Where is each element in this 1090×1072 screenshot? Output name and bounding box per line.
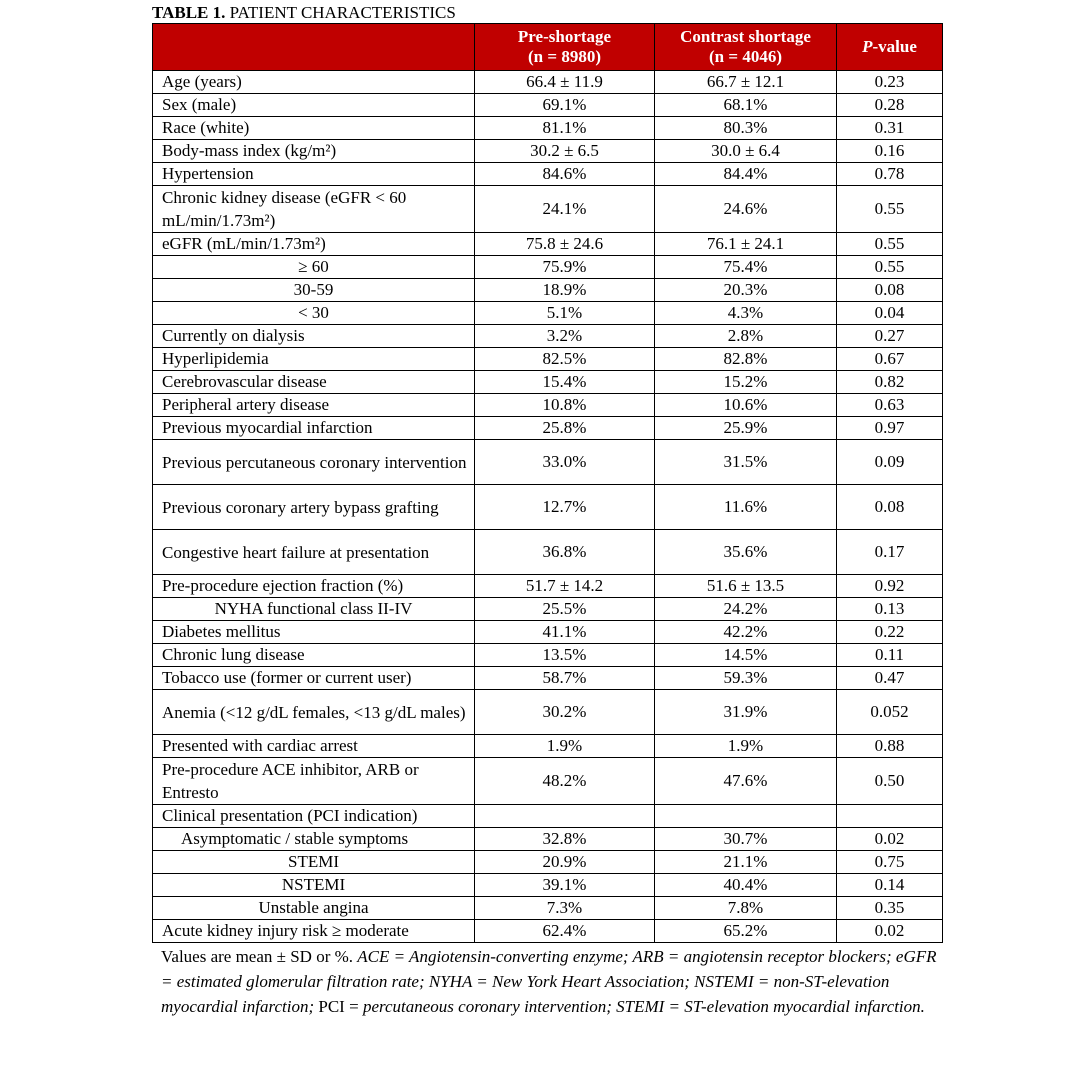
row-label: Anemia (<12 g/dL females, <13 g/dL males): [153, 690, 475, 735]
row-label: Diabetes mellitus: [153, 621, 475, 644]
contrast-shortage-value: 25.9%: [655, 417, 837, 440]
table-row: [153, 279, 943, 302]
table-row: [153, 644, 943, 667]
row-label: Unstable angina: [153, 897, 475, 920]
table-caption: [152, 2, 942, 23]
caption-label: TABLE 1.: [152, 3, 226, 22]
header-row: [153, 24, 943, 71]
pre-shortage-value: 75.8 ± 24.6: [475, 233, 655, 256]
header-p-italic: P: [862, 37, 873, 56]
header-pre-shortage-title: Pre-shortage: [517, 27, 612, 46]
p-value: 0.052: [837, 690, 943, 735]
row-label: eGFR (mL/min/1.73m²): [153, 233, 475, 256]
contrast-shortage-value: 59.3%: [655, 667, 837, 690]
pre-shortage-value: 25.5%: [475, 598, 655, 621]
p-value: 0.82: [837, 371, 943, 394]
p-value: 0.92: [837, 575, 943, 598]
header-p-rest: -value: [872, 37, 917, 56]
table-row: [153, 621, 943, 644]
row-label: Cerebrovascular disease: [153, 371, 475, 394]
table-row: [153, 530, 943, 575]
pre-shortage-value: 5.1%: [475, 302, 655, 325]
table-row: [153, 485, 943, 530]
p-value: 0.35: [837, 897, 943, 920]
pre-shortage-value: 7.3%: [475, 897, 655, 920]
table-row: [153, 348, 943, 371]
contrast-shortage-value: 14.5%: [655, 644, 837, 667]
contrast-shortage-value: [655, 805, 837, 828]
row-label: Chronic lung disease: [153, 644, 475, 667]
p-value: 0.27: [837, 325, 943, 348]
p-value: 0.55: [837, 233, 943, 256]
pre-shortage-value: 24.1%: [475, 186, 655, 233]
pre-shortage-value: 82.5%: [475, 348, 655, 371]
contrast-shortage-value: 35.6%: [655, 530, 837, 575]
table-row: [153, 851, 943, 874]
pre-shortage-value: 39.1%: [475, 874, 655, 897]
p-value: 0.78: [837, 163, 943, 186]
row-label: 30-59: [153, 279, 475, 302]
row-label: Tobacco use (former or current user): [153, 667, 475, 690]
pre-shortage-value: 13.5%: [475, 644, 655, 667]
table-row: [153, 94, 943, 117]
table-row: [153, 417, 943, 440]
p-value: 0.11: [837, 644, 943, 667]
row-label: < 30: [153, 302, 475, 325]
contrast-shortage-value: 7.8%: [655, 897, 837, 920]
contrast-shortage-value: 24.6%: [655, 186, 837, 233]
header-pre-shortage: [475, 24, 655, 71]
pre-shortage-value: 1.9%: [475, 735, 655, 758]
table-row: [153, 302, 943, 325]
pre-shortage-value: 41.1%: [475, 621, 655, 644]
row-label: Race (white): [153, 117, 475, 140]
pre-shortage-value: 10.8%: [475, 394, 655, 417]
table-row: [153, 71, 943, 94]
pre-shortage-value: 18.9%: [475, 279, 655, 302]
contrast-shortage-value: 75.4%: [655, 256, 837, 279]
contrast-shortage-value: 2.8%: [655, 325, 837, 348]
table-row: [153, 828, 943, 851]
pre-shortage-value: [475, 805, 655, 828]
row-label: Presented with cardiac arrest: [153, 735, 475, 758]
row-label: ≥ 60: [153, 256, 475, 279]
table-row: [153, 598, 943, 621]
table-row: [153, 256, 943, 279]
table-row: [153, 920, 943, 943]
p-value: 0.22: [837, 621, 943, 644]
contrast-shortage-value: 31.9%: [655, 690, 837, 735]
p-value: 0.23: [837, 71, 943, 94]
table-row: [153, 667, 943, 690]
contrast-shortage-value: 82.8%: [655, 348, 837, 371]
patient-characteristics-table: [152, 23, 943, 943]
header-p-value: [837, 24, 943, 71]
p-value: 0.47: [837, 667, 943, 690]
p-value: 0.67: [837, 348, 943, 371]
contrast-shortage-value: 4.3%: [655, 302, 837, 325]
pre-shortage-value: 15.4%: [475, 371, 655, 394]
pre-shortage-value: 12.7%: [475, 485, 655, 530]
pre-shortage-value: 3.2%: [475, 325, 655, 348]
row-label: Hyperlipidemia: [153, 348, 475, 371]
contrast-shortage-value: 42.2%: [655, 621, 837, 644]
p-value: 0.13: [837, 598, 943, 621]
contrast-shortage-value: 10.6%: [655, 394, 837, 417]
p-value: 0.31: [837, 117, 943, 140]
contrast-shortage-value: 68.1%: [655, 94, 837, 117]
p-value: 0.50: [837, 758, 943, 805]
contrast-shortage-value: 30.7%: [655, 828, 837, 851]
table-row: [153, 805, 943, 828]
pre-shortage-value: 58.7%: [475, 667, 655, 690]
header-pre-shortage-n: (n = 8980): [528, 47, 601, 66]
row-label: NSTEMI: [153, 874, 475, 897]
row-label: Clinical presentation (PCI indication): [153, 805, 475, 828]
pre-shortage-value: 69.1%: [475, 94, 655, 117]
table-row: [153, 394, 943, 417]
table-row: [153, 186, 943, 233]
contrast-shortage-value: 51.6 ± 13.5: [655, 575, 837, 598]
p-value: 0.09: [837, 440, 943, 485]
contrast-shortage-value: 76.1 ± 24.1: [655, 233, 837, 256]
footnote-abbreviations: ACE = Angiotensin-converting enzyme; ARB = angiotensin receptor blockers; eGFR = estimated glomerular filtration rate; NYHA = New York Heart Association; NSTEMI = non-ST-elevation myocardial infarction;: [161, 947, 937, 1016]
p-value: 0.17: [837, 530, 943, 575]
row-label: Peripheral artery disease: [153, 394, 475, 417]
p-value: 0.88: [837, 735, 943, 758]
p-value: 0.97: [837, 417, 943, 440]
pre-shortage-value: 48.2%: [475, 758, 655, 805]
table-row: [153, 897, 943, 920]
row-label: Chronic kidney disease (eGFR < 60 mL/min/1.73m²): [153, 186, 475, 233]
p-value: 0.28: [837, 94, 943, 117]
footnote-pci: PCI =: [318, 997, 363, 1016]
table-row: [153, 140, 943, 163]
p-value: 0.02: [837, 920, 943, 943]
footnote-rest: percutaneous coronary intervention; STEMI = ST-elevation myocardial infarction.: [362, 997, 925, 1016]
contrast-shortage-value: 24.2%: [655, 598, 837, 621]
contrast-shortage-value: 30.0 ± 6.4: [655, 140, 837, 163]
p-value: 0.55: [837, 186, 943, 233]
table-row: [153, 440, 943, 485]
row-label: Sex (male): [153, 94, 475, 117]
table-row: [153, 758, 943, 805]
row-label: Pre-procedure ACE inhibitor, ARB or Entresto: [153, 758, 475, 805]
table-row: [153, 690, 943, 735]
contrast-shortage-value: 15.2%: [655, 371, 837, 394]
contrast-shortage-value: 66.7 ± 12.1: [655, 71, 837, 94]
row-label: Asymptomatic / stable symptoms: [153, 828, 475, 851]
table-row: [153, 874, 943, 897]
pre-shortage-value: 20.9%: [475, 851, 655, 874]
table-row: [153, 575, 943, 598]
p-value: 0.02: [837, 828, 943, 851]
pre-shortage-value: 62.4%: [475, 920, 655, 943]
table-footnote: [152, 943, 942, 1019]
pre-shortage-value: 84.6%: [475, 163, 655, 186]
table-row: [153, 325, 943, 348]
p-value: 0.08: [837, 485, 943, 530]
pre-shortage-value: 33.0%: [475, 440, 655, 485]
contrast-shortage-value: 47.6%: [655, 758, 837, 805]
caption-title: PATIENT CHARACTERISTICS: [225, 3, 456, 22]
row-label: Acute kidney injury risk ≥ moderate: [153, 920, 475, 943]
header-contrast-shortage: [655, 24, 837, 71]
row-label: Body-mass index (kg/m²): [153, 140, 475, 163]
table-body: [153, 71, 943, 943]
pre-shortage-value: 51.7 ± 14.2: [475, 575, 655, 598]
contrast-shortage-value: 1.9%: [655, 735, 837, 758]
pre-shortage-value: 75.9%: [475, 256, 655, 279]
row-label: Previous percutaneous coronary intervention: [153, 440, 475, 485]
contrast-shortage-value: 80.3%: [655, 117, 837, 140]
p-value: 0.16: [837, 140, 943, 163]
row-label: Congestive heart failure at presentation: [153, 530, 475, 575]
table-row: [153, 233, 943, 256]
contrast-shortage-value: 20.3%: [655, 279, 837, 302]
table-row: [153, 371, 943, 394]
row-label: Previous myocardial infarction: [153, 417, 475, 440]
pre-shortage-value: 30.2 ± 6.5: [475, 140, 655, 163]
table-container: [152, 2, 942, 1019]
p-value: 0.04: [837, 302, 943, 325]
table-row: [153, 163, 943, 186]
row-label: Age (years): [153, 71, 475, 94]
contrast-shortage-value: 21.1%: [655, 851, 837, 874]
contrast-shortage-value: 40.4%: [655, 874, 837, 897]
row-label: Previous coronary artery bypass grafting: [153, 485, 475, 530]
row-label: Pre-procedure ejection fraction (%): [153, 575, 475, 598]
row-label: STEMI: [153, 851, 475, 874]
row-label: NYHA functional class II-IV: [153, 598, 475, 621]
pre-shortage-value: 32.8%: [475, 828, 655, 851]
p-value: 0.08: [837, 279, 943, 302]
contrast-shortage-value: 84.4%: [655, 163, 837, 186]
pre-shortage-value: 30.2%: [475, 690, 655, 735]
p-value: [837, 805, 943, 828]
row-label: Hypertension: [153, 163, 475, 186]
pre-shortage-value: 66.4 ± 11.9: [475, 71, 655, 94]
pre-shortage-value: 25.8%: [475, 417, 655, 440]
row-label: Currently on dialysis: [153, 325, 475, 348]
p-value: 0.14: [837, 874, 943, 897]
header-contrast-shortage-title: Contrast shortage: [680, 27, 811, 46]
p-value: 0.63: [837, 394, 943, 417]
p-value: 0.55: [837, 256, 943, 279]
pre-shortage-value: 36.8%: [475, 530, 655, 575]
header-contrast-shortage-n: (n = 4046): [709, 47, 782, 66]
table-row: [153, 735, 943, 758]
footnote-plain: Values are mean ± SD or %.: [161, 947, 358, 966]
p-value: 0.75: [837, 851, 943, 874]
contrast-shortage-value: 31.5%: [655, 440, 837, 485]
header-characteristic: [153, 24, 475, 71]
contrast-shortage-value: 65.2%: [655, 920, 837, 943]
pre-shortage-value: 81.1%: [475, 117, 655, 140]
contrast-shortage-value: 11.6%: [655, 485, 837, 530]
table-row: [153, 117, 943, 140]
